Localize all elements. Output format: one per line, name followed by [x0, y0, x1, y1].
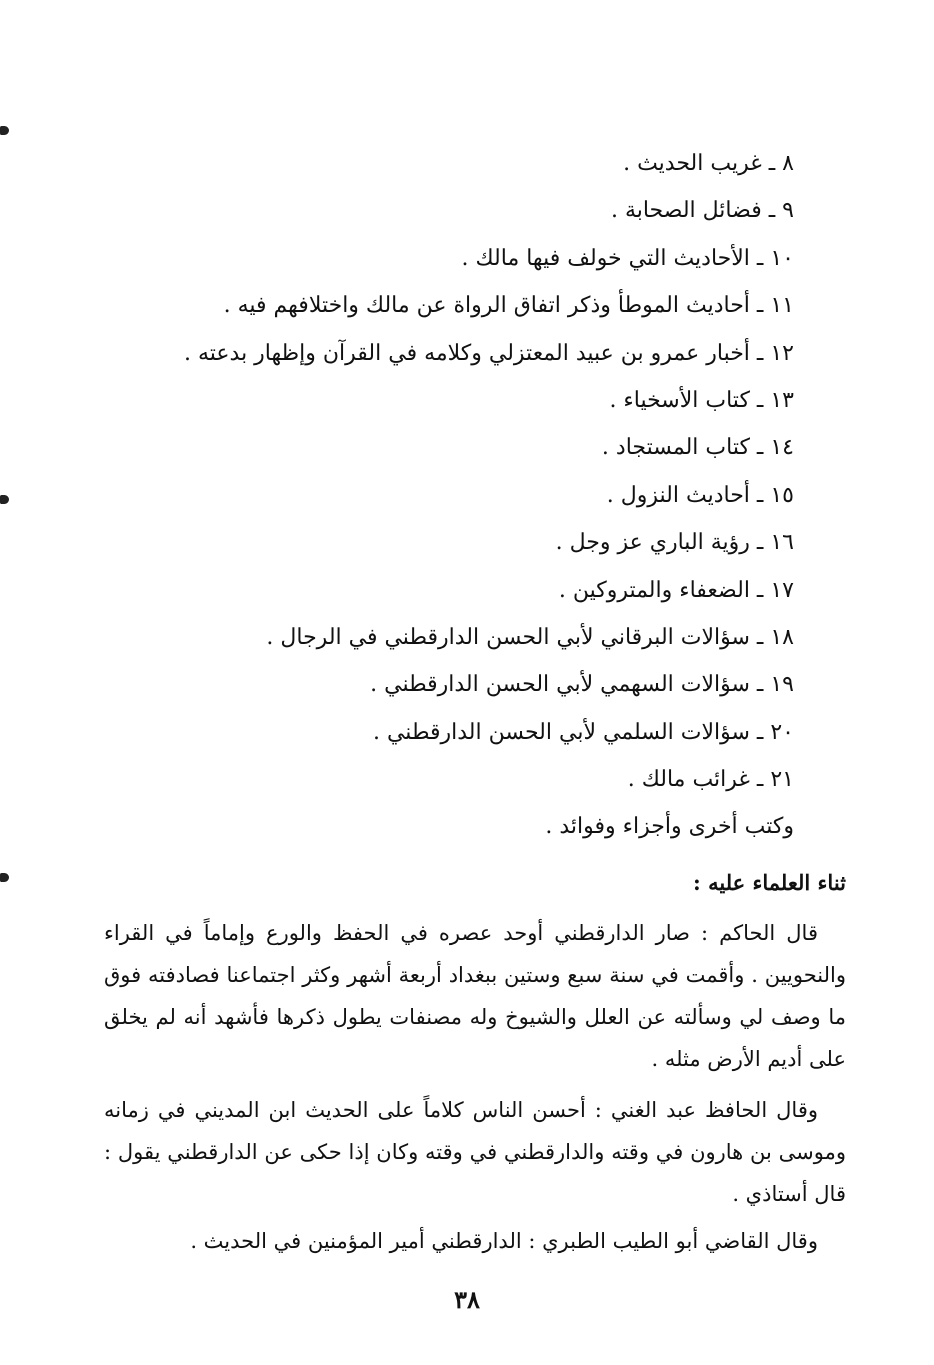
- list-item: ١٩ ـ سؤالات السهمي لأبي الحسن الدارقطني .: [370, 672, 794, 698]
- edge-mark: [0, 495, 9, 504]
- list-item: ١٥ ـ أحاديث النزول .: [606, 482, 794, 508]
- list-item: ١٧ ـ الضعفاء والمتروكين .: [558, 577, 794, 603]
- list-item: ٢١ ـ غرائب مالك .: [627, 767, 794, 793]
- works-list: [154, 140, 794, 851]
- paragraph: قال الحاكم : صار الدارقطني أوحد عصره في الحفظ والورع وإماماً في القراء والنحويين . وأقمت في سنة سبع وستين ببغداد أربعة أشهر وكثر اجتماعنا فصادفته فوق ما وصف لي وسألته عن العلل والشيوخ وله مصنفات يطول ذكرها فأشهد أنه لم يخلق على أديم الأرض مثله .: [104, 921, 846, 1071]
- list-item: ٨ ـ غريب الحديث .: [623, 151, 794, 176]
- list-item: ١٠ ـ الأحاديث التي خولف فيها مالك .: [461, 245, 794, 271]
- edge-mark: [0, 126, 9, 135]
- page-number: ٣٨: [454, 1285, 480, 1314]
- list-item: ١٢ ـ أخبار عمرو بن عبيد المعتزلي وكلامه في القرآن وإظهار بدعته .: [183, 340, 794, 366]
- list-item: ١٣ ـ كتاب الأسخياء .: [609, 387, 794, 413]
- list-item: ١٨ ـ سؤالات البرقاني لأبي الحسن الدارقطني في الرجال .: [266, 624, 794, 650]
- section-heading: ثناء العلماء عليه :: [693, 870, 846, 895]
- list-item: ١١ ـ أحاديث الموطأ وذكر اتفاق الرواة عن مالك واختلافهم فيه .: [223, 293, 794, 319]
- list-item: ١٤ ـ كتاب المستجاد .: [601, 435, 794, 461]
- paragraph: وقال الحافظ عبد الغني : أحسن الناس كلاماً على الحديث ابن المديني في زمانه وموسى بن هارون في وقته والدارقطني في وقته وكان إذا حكى عن الدارقطني يقول : قال أستاذي .: [104, 1098, 846, 1206]
- list-item: ١٦ ـ رؤية الباري عز وجل .: [555, 530, 794, 556]
- edge-mark: [0, 873, 9, 882]
- list-item: ٢٠ ـ سؤالات السلمي لأبي الحسن الدارقطني .: [372, 719, 794, 745]
- list-item: وكتب أخرى وأجزاء وفوائد .: [545, 814, 794, 840]
- paragraph: وقال القاضي أبو الطيب الطبري : الدارقطني أمير المؤمنين في الحديث .: [190, 1229, 818, 1253]
- list-item: ٩ ـ فضائل الصحابة .: [610, 198, 794, 224]
